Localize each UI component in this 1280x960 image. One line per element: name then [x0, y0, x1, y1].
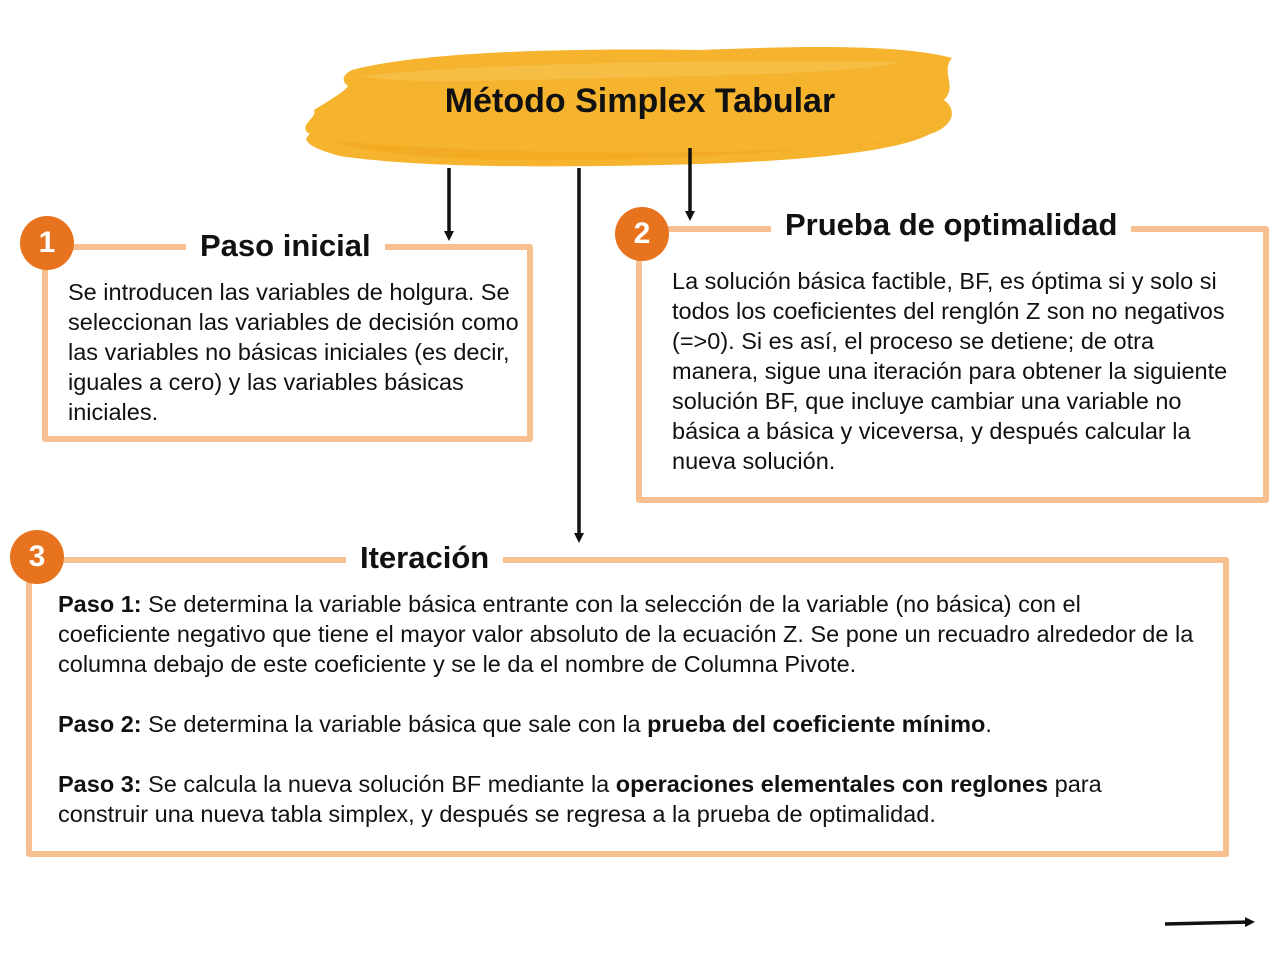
paso-3-label: Paso 3:: [58, 771, 142, 797]
prueba-optimalidad-heading: Prueba de optimalidad: [771, 205, 1131, 245]
paso-1-text: Se determina la variable básica entrante con la selección de la variable (no básica) con el coeficiente negativo que tiene el mayor valor absoluto de la ecuación Z. Se pone un recuadro alrededor de la columna debajo de este coeficiente y se le da el nombre de Columna Pivote.: [58, 591, 1194, 677]
paso-2-bold-term: prueba del coeficiente mínimo: [647, 711, 986, 737]
iteracion-text: [58, 589, 1198, 829]
paso-1-label: Paso 1:: [58, 591, 142, 617]
step-2-badge: 2: [615, 207, 669, 261]
prueba-optimalidad-text: La solución básica factible, BF, es óptima si y solo si todos los coeficientes del renglón Z son no negativos (=>0). Si es así, el proceso se detiene; de otra manera, sigue una iteración para obtener la siguiente solución BF, que incluye cambiar una variable no básica a básica y viceversa, y después calcular la nueva solución.: [672, 268, 1228, 474]
paso-2-text-after: .: [985, 711, 992, 737]
paso-3-bold-term: operaciones elementales con reglones: [615, 771, 1049, 797]
paso-2-paragraph: [58, 709, 1198, 739]
iteracion-heading: Iteración: [346, 538, 503, 578]
paso-2-label: Paso 2:: [58, 711, 142, 737]
diagram-title: Método Simplex Tabular: [444, 82, 836, 120]
step-1-badge: 1: [20, 216, 74, 270]
step-3-badge: 3: [10, 530, 64, 584]
paso-1-paragraph: [58, 589, 1198, 679]
next-page-arrow[interactable]: [1165, 922, 1250, 924]
paso-inicial-heading: Paso inicial: [186, 226, 385, 266]
paso-2-text-before: Se determina la variable básica que sale con la: [141, 711, 648, 737]
paso-3-text-after: para construir una nueva tabla simplex, y después se regresa a la prueba de optimalidad.: [58, 771, 1102, 827]
paso-3-paragraph: [58, 769, 1198, 829]
paso-3-text-before: Se calcula la nueva solución BF mediante la: [141, 771, 616, 797]
paso-inicial-text: Se introducen las variables de holgura. Se seleccionan las variables de decisión como las variables no básicas iniciales (es decir, iguales a cero) y las variables básicas iniciales.: [68, 279, 519, 425]
